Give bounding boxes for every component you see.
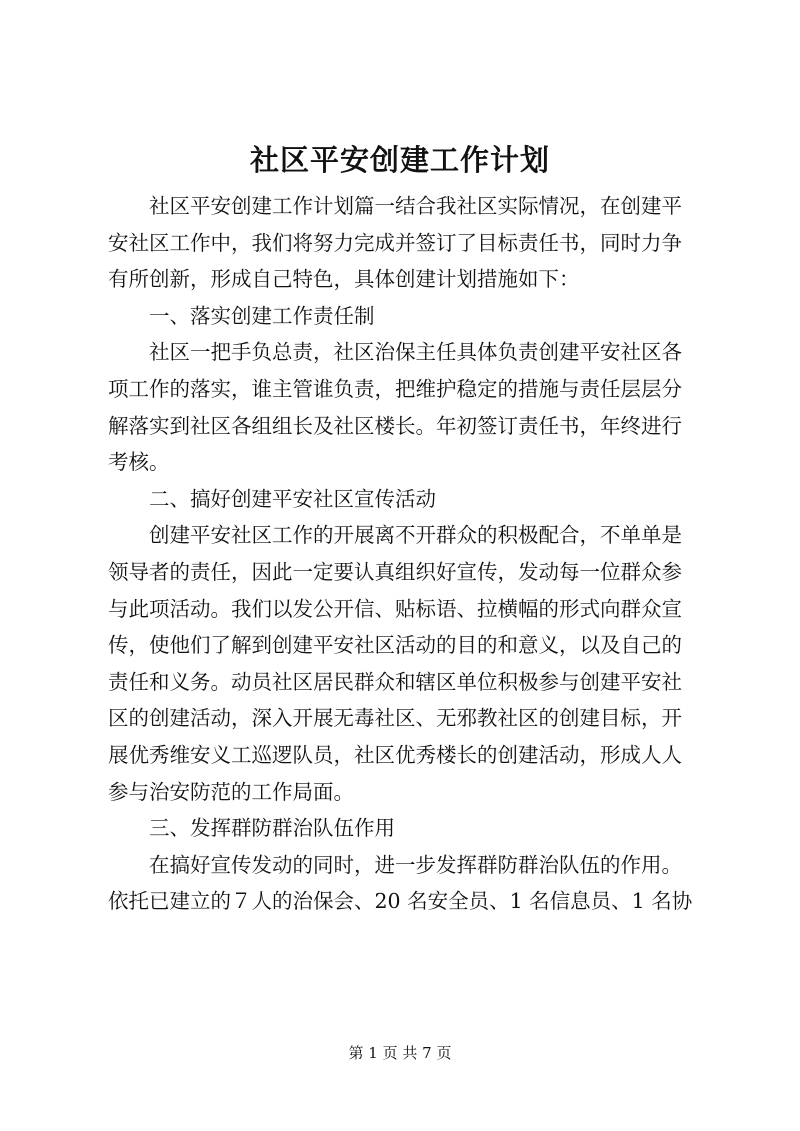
body-line: 与此项活动。我们以发公开信、贴标语、拉横幅的形式向群众宣 [108,596,682,621]
body-line: 依托已建立的７人的治保会、20 名安全员、1 名信息员、1 名协 [108,889,693,914]
body-line: 有所创新，形成自己特色，具体创建计划措施如下： [108,267,580,292]
body-line: 参与治安防范的工作局面。 [108,779,354,804]
document-title: 社区平安创建工作计划 [249,143,550,177]
section-heading: 一、落实创建工作责任制 [108,303,375,328]
body-line: 社区平安创建工作计划篇一结合我社区实际情况，在创建平 [108,194,682,218]
section-heading: 三、发挥群防群治队伍作用 [108,816,395,841]
section-heading: 二、搞好创建平安社区宣传活动 [108,486,436,511]
body-line: 项工作的落实，谁主管谁负责，把维护稳定的措施与责任层层分 [108,376,682,401]
body-line: 责任和义务。动员社区居民群众和辖区单位积极参与创建平安社 [108,669,682,694]
page-footer: 第 1 页 共 7 页 [348,1044,452,1062]
body-line: 社区一把手负总责，社区治保主任具体负责创建平安社区各 [108,340,682,365]
body-line: 安社区工作中，我们将努力完成并签订了目标责任书，同时力争 [108,230,682,255]
body-line: 传，使他们了解到创建平安社区活动的目的和意义，以及自己的 [108,633,682,658]
body-line: 在搞好宣传发动的同时，进一步发挥群防群治队伍的作用。 [108,852,682,877]
body-line: 领导者的责任，因此一定要认真组织好宣传，发动每一位群众参 [108,559,682,584]
body-line: 展优秀维安义工巡逻队员，社区优秀楼长的创建活动，形成人人 [108,742,682,767]
body-line: 创建平安社区工作的开展离不开群众的积极配合，不单单是 [108,523,682,548]
body-line: 解落实到社区各组组长及社区楼长。年初签订责任书，年终进行 [108,413,682,438]
body-line: 区的创建活动，深入开展无毒社区、无邪教社区的创建目标，开 [108,706,682,731]
document-body [108,188,702,920]
body-line: 考核。 [108,450,170,475]
